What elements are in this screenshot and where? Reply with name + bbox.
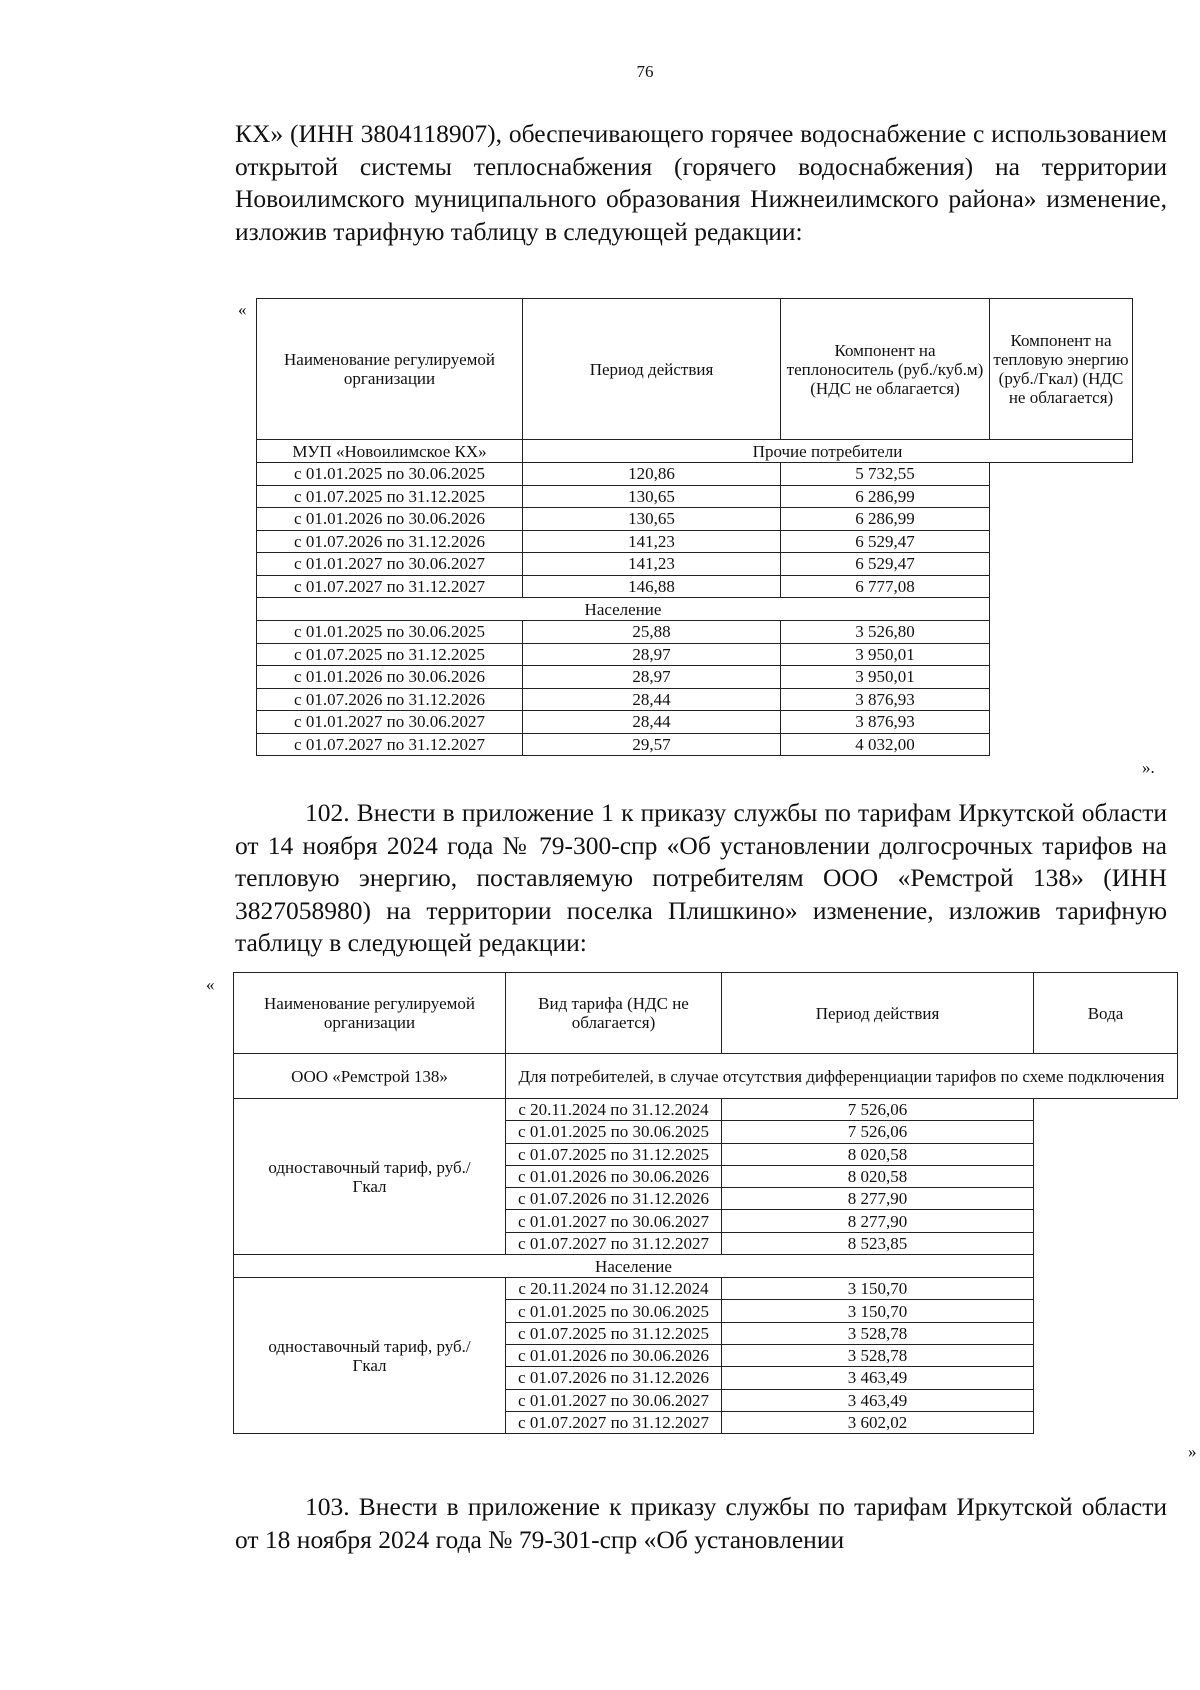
carrier-value: 141,23	[523, 553, 781, 576]
t2-header-tariff-type: Вид тарифа (НДС не облагается)	[506, 973, 722, 1054]
carrier-value: 29,57	[523, 733, 781, 756]
energy-value: 6 286,99	[781, 508, 990, 531]
period-cell: с 01.07.2025 по 31.12.2025	[257, 643, 523, 666]
table-row	[257, 733, 1133, 756]
period-cell: с 01.07.2026 по 31.12.2026	[506, 1188, 722, 1210]
table-row	[257, 711, 1133, 734]
tariff-type-cell-population: одноставочный тариф, руб./Гкал	[234, 1278, 506, 1434]
water-value: 7 526,06	[722, 1099, 1034, 1121]
table1-open-quote: «	[238, 300, 247, 319]
table-row	[234, 1099, 1178, 1121]
table-row	[257, 666, 1133, 689]
water-value: 3 602,02	[722, 1411, 1034, 1433]
energy-value: 3 526,80	[781, 621, 990, 644]
period-cell: с 01.07.2026 по 31.12.2026	[257, 688, 523, 711]
period-cell: с 20.11.2024 по 31.12.2024	[506, 1278, 722, 1300]
table-row	[257, 463, 1133, 486]
period-cell: с 01.01.2026 по 30.06.2026	[257, 666, 523, 689]
period-cell: с 01.07.2027 по 31.12.2027	[506, 1411, 722, 1433]
t2-group-population: Население	[234, 1255, 1034, 1278]
table-row	[234, 1278, 1178, 1300]
carrier-value: 130,65	[523, 508, 781, 531]
period-cell: с 01.07.2025 по 31.12.2025	[506, 1143, 722, 1165]
period-cell: с 01.01.2027 по 30.06.2027	[257, 711, 523, 734]
paragraph-103	[235, 1491, 1167, 1556]
period-cell: с 01.07.2027 по 31.12.2027	[257, 575, 523, 598]
t1-group-other: Прочие потребители	[523, 440, 1133, 463]
period-cell: с 20.11.2024 по 31.12.2024	[506, 1099, 722, 1121]
period-cell: с 01.01.2025 по 30.06.2025	[506, 1300, 722, 1322]
water-value: 3 150,70	[722, 1300, 1034, 1322]
water-value: 3 463,49	[722, 1367, 1034, 1389]
carrier-value: 120,86	[523, 463, 781, 486]
tariff-type-cell: одноставочный тариф, руб./Гкал	[234, 1099, 506, 1255]
water-value: 3 150,70	[722, 1278, 1034, 1300]
t1-group-population: Население	[257, 598, 990, 621]
table2-close-quote: »	[1188, 1442, 1197, 1461]
carrier-value: 28,97	[523, 666, 781, 689]
energy-value: 3 876,93	[781, 688, 990, 711]
water-value: 3 528,78	[722, 1322, 1034, 1344]
period-cell: с 01.01.2026 по 30.06.2026	[257, 508, 523, 531]
t2-group-nodiff: Для потребителей, в случае отсутствия дифференциации тарифов по схеме подключения	[506, 1054, 1178, 1099]
energy-value: 6 529,47	[781, 553, 990, 576]
energy-value: 3 876,93	[781, 711, 990, 734]
table2-open-quote: «	[206, 975, 215, 994]
table-row	[257, 508, 1133, 531]
period-cell: с 01.01.2025 по 30.06.2025	[257, 463, 523, 486]
period-cell: с 01.01.2026 по 30.06.2026	[506, 1344, 722, 1366]
period-cell: с 01.07.2026 по 31.12.2026	[506, 1367, 722, 1389]
tariff-table-2	[233, 972, 1178, 1434]
paragraph-103-text: 103. Внести в приложение к приказу службы по тарифам Иркутской области от 18 ноября 2024 года № 79-301-спр «Об установлении	[235, 1492, 1167, 1554]
period-cell: с 01.07.2027 по 31.12.2027	[506, 1232, 722, 1254]
energy-value: 4 032,00	[781, 733, 990, 756]
water-value: 3 528,78	[722, 1344, 1034, 1366]
period-cell: с 01.01.2027 по 30.06.2027	[257, 553, 523, 576]
period-cell: с 01.01.2027 по 30.06.2027	[506, 1210, 722, 1232]
t1-header-carrier: Компонент на теплоноситель (руб./куб.м) (НДС не облагается)	[781, 299, 990, 440]
intro-paragraph: КХ» (ИНН 3804118907), обеспечивающего горячее водоснабжение с использованием открытой системы теплоснабжения (горячего водоснабжения) на территории Новоилимского муниципального образования Нижнеилимского района» изменение, изложив тарифную таблицу в следующей редакции:	[235, 119, 1167, 246]
energy-value: 6 286,99	[781, 485, 990, 508]
carrier-value: 28,44	[523, 688, 781, 711]
carrier-value: 25,88	[523, 621, 781, 644]
carrier-value: 130,65	[523, 485, 781, 508]
carrier-value: 28,44	[523, 711, 781, 734]
table1-close-quote: ».	[1142, 758, 1155, 777]
table-row	[257, 621, 1133, 644]
water-value: 8 020,58	[722, 1143, 1034, 1165]
paragraph-102	[235, 797, 1167, 960]
water-value: 8 277,90	[722, 1188, 1034, 1210]
period-cell: с 01.07.2025 по 31.12.2025	[257, 485, 523, 508]
period-cell: с 01.01.2025 по 30.06.2025	[257, 621, 523, 644]
table-row	[257, 530, 1133, 553]
period-cell: с 01.07.2027 по 31.12.2027	[257, 733, 523, 756]
carrier-value: 28,97	[523, 643, 781, 666]
table-row	[257, 485, 1133, 508]
t1-organization: МУП «Новоилимское КХ»	[257, 440, 523, 463]
water-value: 8 020,58	[722, 1165, 1034, 1187]
energy-value: 3 950,01	[781, 643, 990, 666]
carrier-value: 141,23	[523, 530, 781, 553]
period-cell: с 01.07.2026 по 31.12.2026	[257, 530, 523, 553]
period-cell: с 01.01.2025 по 30.06.2025	[506, 1121, 722, 1143]
water-value: 7 526,06	[722, 1121, 1034, 1143]
t2-header-org: Наименование регулируемой организации	[234, 973, 506, 1054]
t1-header-org: Наименование регулируемой организации	[257, 299, 523, 440]
page-number: 76	[636, 62, 654, 81]
paragraph-102-text: 102. Внести в приложение 1 к приказу службы по тарифам Иркутской области от 14 ноября 2024 года № 79-300-спр «Об установлении долгосрочных тарифов на тепловую энергию, поставляемую потребителям ООО «Ремстрой 138» (ИНН 3827058980) на территории поселка Плишкино» изменение, изложив тарифную таблицу в следующей редакции:	[235, 798, 1167, 957]
tariff-table-1	[256, 298, 1133, 756]
water-value: 3 463,49	[722, 1389, 1034, 1411]
energy-value: 3 950,01	[781, 666, 990, 689]
table-row	[257, 688, 1133, 711]
t1-header-energy: Компонент на тепловую энергию (руб./Гкал) (НДС не облагается)	[990, 299, 1133, 440]
energy-value: 5 732,55	[781, 463, 990, 486]
t2-header-period: Период действия	[722, 973, 1034, 1054]
energy-value: 6 777,08	[781, 575, 990, 598]
table-row	[257, 575, 1133, 598]
table-row	[257, 553, 1133, 576]
water-value: 8 277,90	[722, 1210, 1034, 1232]
t1-header-period: Период действия	[523, 299, 781, 440]
carrier-value: 146,88	[523, 575, 781, 598]
water-value: 8 523,85	[722, 1232, 1034, 1254]
energy-value: 6 529,47	[781, 530, 990, 553]
period-cell: с 01.01.2026 по 30.06.2026	[506, 1165, 722, 1187]
period-cell: с 01.01.2027 по 30.06.2027	[506, 1389, 722, 1411]
t2-header-water: Вода	[1034, 973, 1178, 1054]
t2-organization: ООО «Ремстрой 138»	[234, 1054, 506, 1099]
period-cell: с 01.07.2025 по 31.12.2025	[506, 1322, 722, 1344]
table-row	[257, 643, 1133, 666]
